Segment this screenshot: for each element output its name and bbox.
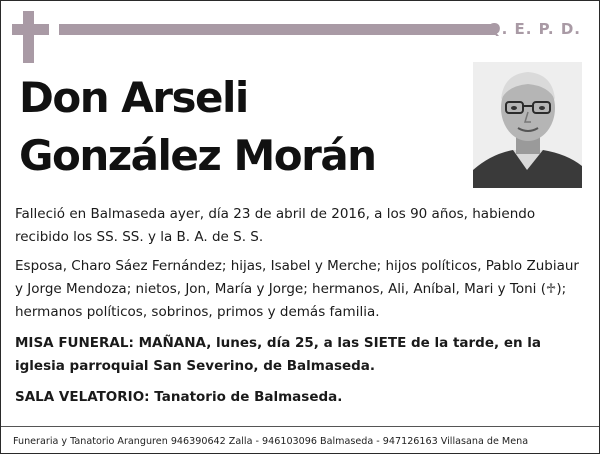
portrait-photo	[473, 62, 582, 188]
deceased-name	[19, 69, 376, 185]
footer-divider	[1, 426, 599, 427]
header-band	[59, 24, 497, 35]
notice-body	[15, 203, 587, 415]
funeral-home-footer: Funeraria y Tanatorio Aranguren 946390642 Zalla - 946103096 Balmaseda - 947126163 Villasana de Mena	[13, 436, 529, 447]
wake-paragraph: SALA VELATORIO: Tanatorio de Balmaseda.	[15, 389, 343, 405]
deceased-name-line2: González Morán	[19, 131, 376, 180]
family-text-end: ); hermanos políticos, sobrinos, primos y demás familia.	[15, 281, 567, 320]
cross-icon	[23, 11, 34, 63]
small-cross-icon: ♱	[545, 281, 557, 297]
funeral-paragraph: MISA FUNERAL: MAÑANA, lunes, día 25, a las SIETE de la tarde, en la iglesia parroquial San Severino, de Balmaseda.	[15, 335, 542, 374]
qepd-label: Q. E. P. D.	[487, 20, 581, 38]
family-paragraph	[15, 255, 587, 324]
death-paragraph: Falleció en Balmaseda ayer, día 23 de abril de 2016, a los 90 años, habiendo recibido los SS. SS. y la B. A. de S. S.	[15, 206, 536, 245]
family-text: Esposa, Charo Sáez Fernández; hijas, Isabel y Merche; hijos políticos, Pablo Zubiaur y Jorge Mendoza; nietos, Jon, María y Jorge; hermanos, Ali, Aníbal, Mari y Toni (	[15, 258, 579, 297]
portrait-photo-drawing	[473, 62, 582, 188]
cross-icon-bar	[12, 24, 49, 35]
deceased-name-line1: Don Arseli	[19, 73, 248, 122]
